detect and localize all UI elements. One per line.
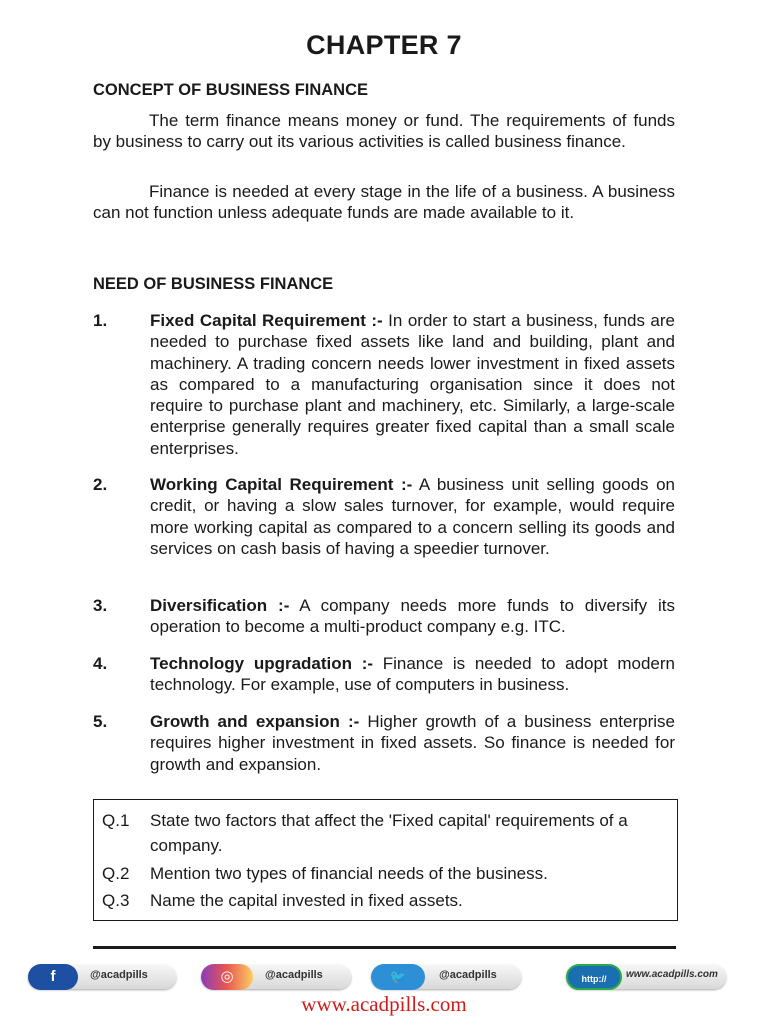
- question-item: [102, 808, 677, 858]
- question-item: [102, 888, 677, 913]
- item-number: 4.: [93, 654, 108, 673]
- social-handle: @acadpills: [265, 969, 323, 981]
- item-title: Working Capital Requirement :-: [150, 475, 413, 494]
- question-item: [102, 861, 677, 886]
- list-item: [93, 653, 675, 696]
- item-text: Finance is needed to adopt modern technology. For example, use of computers in business.: [150, 654, 675, 695]
- item-title: Growth and expansion :-: [150, 712, 360, 731]
- list-item: [93, 595, 675, 638]
- social-handle: @acadpills: [90, 969, 148, 981]
- footer-url[interactable]: www.acadpills.com: [301, 992, 467, 1016]
- item-title: Fixed Capital Requirement :-: [150, 311, 383, 330]
- item-title: Diversification :-: [150, 596, 290, 615]
- section-heading-need: NEED OF BUSINESS FINANCE: [93, 275, 334, 293]
- list-item: [93, 310, 675, 459]
- questions-box: [93, 799, 678, 921]
- facebook-icon: f: [28, 964, 78, 990]
- social-twitter[interactable]: [371, 965, 521, 989]
- item-number: 2.: [93, 475, 108, 494]
- social-handle: @acadpills: [439, 969, 497, 981]
- question-number: Q.1: [102, 811, 130, 830]
- item-title: Technology upgradation :-: [150, 654, 374, 673]
- social-instagram[interactable]: [201, 965, 351, 989]
- question-text: State two factors that affect the 'Fixed capital' requirements of a company.: [150, 811, 628, 855]
- social-website[interactable]: [566, 965, 726, 989]
- chapter-title: CHAPTER 7: [306, 30, 462, 60]
- list-item: [93, 474, 675, 559]
- item-text: Higher growth of a business enterprise requires higher investment in fixed assets. So finance is needed for growth and expansion.: [150, 712, 675, 774]
- footer-divider: [93, 946, 676, 949]
- item-text: In order to start a business, funds are needed to purchase fixed assets like land and building, plant and machinery. A trading concern needs lower investment in fixed assets as compared to a manufacturing organisation since it does not require to purchase plant and machinery, etc. Similarly, a large-scale enterprise generally requires greater fixed capital than a small scale enterprises.: [150, 311, 675, 458]
- question-number: Q.3: [102, 891, 130, 910]
- question-number: Q.2: [102, 864, 130, 883]
- question-text: Name the capital invested in fixed assets.: [150, 891, 463, 910]
- social-handle: www.acadpills.com: [626, 969, 718, 980]
- item-number: 5.: [93, 712, 108, 731]
- paragraph-concept-1: The term finance means money or fund. The requirements of funds by business to carry out its various activities is called business finance.: [93, 111, 675, 152]
- item-number: 1.: [93, 311, 108, 330]
- paragraph-concept-2: Finance is needed at every stage in the life of a business. A business can not function unless adequate funds are made available to it.: [93, 182, 675, 223]
- item-text: A company needs more funds to diversify its operation to become a multi-product company e.g. ITC.: [150, 596, 675, 637]
- question-text: Mention two types of financial needs of the business.: [150, 864, 548, 883]
- twitter-icon: 🐦: [371, 964, 425, 990]
- section-heading-concept: CONCEPT OF BUSINESS FINANCE: [93, 81, 369, 99]
- web-icon: http://: [566, 964, 622, 990]
- list-item: [93, 711, 675, 775]
- social-facebook[interactable]: [28, 965, 176, 989]
- instagram-icon: ◎: [201, 964, 253, 990]
- item-text: A business unit selling goods on credit, or having a slow sales turnover, for example, would require more working capital as compared to a concern selling its goods and services on cash basis of having a speedier turnover.: [150, 475, 675, 558]
- item-number: 3.: [93, 596, 108, 615]
